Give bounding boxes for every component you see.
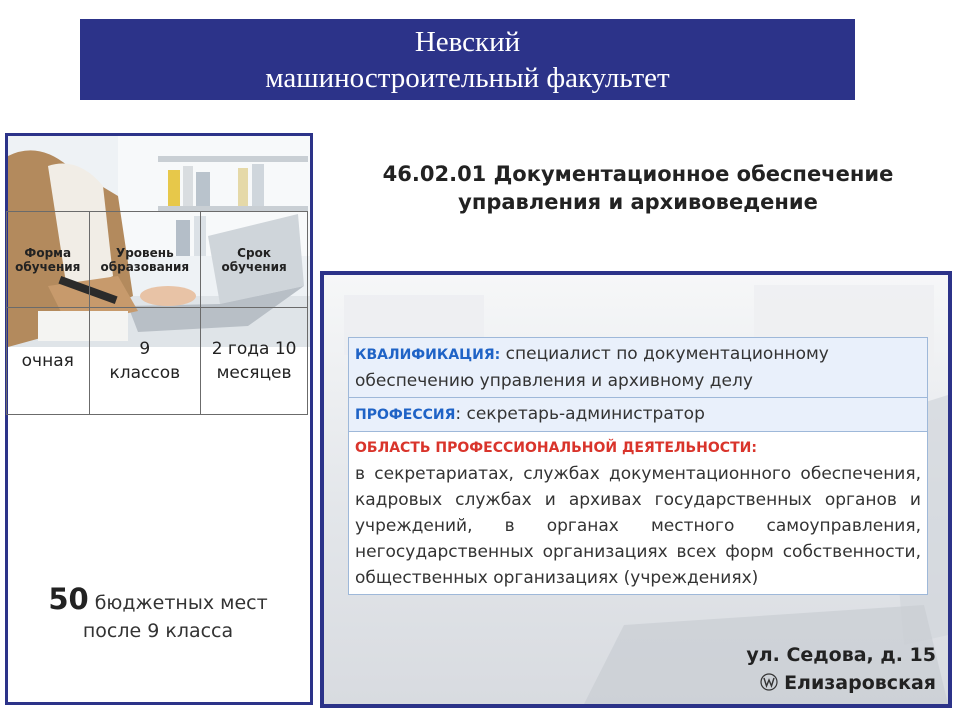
study-value-row (7, 308, 308, 415)
profession-value: : секретарь-администратор (455, 404, 705, 424)
value-study-form: очная (7, 308, 90, 415)
field-label: ОБЛАСТЬ ПРОФЕССИОНАЛЬНОЙ ДЕЯТЕЛЬНОСТИ: (355, 440, 757, 456)
address-metro-line (746, 669, 936, 697)
qualification-label: КВАЛИФИКАЦИЯ: (355, 347, 501, 363)
field-value: в секретариатах, службах документационного обеспечения, кадровых службах и архивах государственных органов и учреждений, в органах местного самоуправления, негосударственных организациях всех форм собственности, общественных организациях (учреждениях) (355, 464, 921, 588)
program-title-line-2: управления и архивоведение (458, 190, 818, 214)
profession-label: ПРОФЕССИЯ (355, 407, 456, 423)
study-info-table (6, 211, 308, 415)
address-street: ул. Седова, д. 15 (746, 644, 936, 666)
budget-seats-text: бюджетных мест (88, 592, 268, 614)
value-education-level: 9 классов (89, 308, 201, 415)
profession-row (349, 398, 928, 432)
header-banner (80, 19, 855, 100)
address-metro: Елизаровская (784, 672, 936, 694)
program-title-line-1: 46.02.01 Документационное обеспечение (382, 162, 894, 186)
field-row (349, 432, 928, 595)
address-block (746, 641, 936, 697)
qualification-row (349, 338, 928, 398)
qualification-table (348, 337, 928, 595)
budget-seats (13, 582, 303, 645)
qualification-value: специалист по документационному обеспечению управления и архивному делу (355, 344, 829, 391)
program-title (320, 160, 956, 216)
metro-icon (760, 671, 778, 689)
budget-seats-subtext: после 9 класса (82, 620, 234, 642)
study-header-row (7, 212, 308, 308)
header-study-period: Срок обучения (201, 212, 308, 308)
value-study-period: 2 года 10 месяцев (201, 308, 308, 415)
budget-seats-number: 50 (48, 582, 89, 616)
header-education-level: Уровень образования (89, 212, 201, 308)
header-line-1: Невский (414, 25, 521, 58)
header-line-2: машиностроительный факультет (265, 61, 670, 94)
header-study-form: Форма обучения (7, 212, 90, 308)
